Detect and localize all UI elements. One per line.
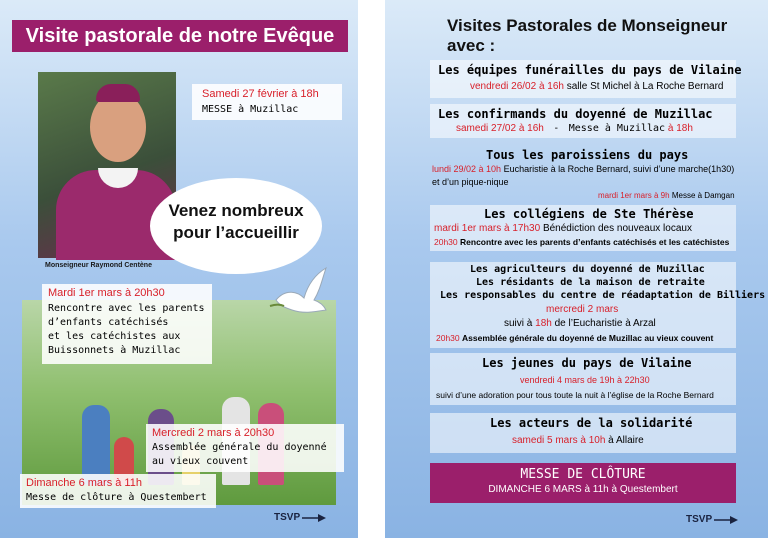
event-wednesday-date: Mercredi 2 mars à 20h30 xyxy=(152,427,275,439)
photo-caption: Monseigneur Raymond Centène xyxy=(45,262,152,269)
visit-youth: Les jeunes du pays de Vilaine vendredi 4 mars de 19h à 22h30 suivi d’une adoration pour tous toute la nuit à l’église de la Roche Bernard xyxy=(430,353,736,405)
arrow-right-icon xyxy=(302,514,326,522)
event-saturday-date: Samedi 27 février à 18h xyxy=(202,88,319,100)
closing-title: MESSE DE CLÔTURE xyxy=(520,467,646,482)
cloud-text: Venez nombreux pour l’accueillir xyxy=(168,201,304,242)
visit-confirmands: Les confirmands du doyenné de Muzillac samedi 27/02 à 16h - Messe à Muzillac à 18h xyxy=(430,104,736,138)
event-saturday-text: MESSE à Muzillac xyxy=(202,104,299,115)
arrow-right-icon-right xyxy=(714,516,738,524)
closing-mass-banner: MESSE DE CLÔTURE DIMANCHE 6 MARS à 11h à Questembert xyxy=(430,463,736,503)
visit-solidarity: Les acteurs de la solidarité samedi 5 mars à 10h à Allaire xyxy=(430,413,736,453)
event-sunday: Dimanche 6 mars à 11h Messe de clôture à Questembert xyxy=(20,474,216,508)
event-sunday-date: Dimanche 6 mars à 11h xyxy=(26,477,142,489)
visit-farmers-residents: Les agriculteurs du doyenné de Muzillac Les résidants de la maison de retraite Les responsables du centre de réadaptation de Billiers mercredi 2 mars suivi à 18h de l’Eucharistie à Arzal 20h30 Assemblée générale du doyenné de Muzillac au vieux couvent xyxy=(430,262,736,348)
tsvp-label: TSVP xyxy=(274,512,301,523)
event-tuesday: Mardi 1er mars à 20h30 Rencontre avec les parents d’enfants catéchisés et les catéchistes aux Buissonnets à Muzillac xyxy=(42,284,212,364)
left-flyer-page xyxy=(0,0,358,538)
left-title: Visite pastorale de notre Evêque xyxy=(12,20,348,52)
visit-funeral-teams: Les équipes funérailles du pays de Vilaine vendredi 26/02 à 16h salle St Michel à La Roche Bernard xyxy=(430,60,736,98)
visit-college-students: Les collégiens de Ste Thérèse mardi 1er mars à 17h30 Bénédiction des nouveaux locaux 20h30 Rencontre avec les parents d’enfants catéchisés et les catéchistes xyxy=(430,205,736,251)
event-saturday xyxy=(192,84,342,120)
right-title: Visites Pastorales de Monseigneur avec : xyxy=(447,16,728,55)
event-tuesday-date: Mardi 1er mars à 20h30 xyxy=(48,287,165,299)
tsvp-label-right: TSVP xyxy=(686,514,713,525)
event-wednesday: Mercredi 2 mars à 20h30 Assemblée générale du doyenné au vieux couvent xyxy=(146,424,344,472)
right-flyer-page xyxy=(385,0,768,538)
dove-icon xyxy=(268,266,330,324)
visit-parishioners: Tous les paroissiens du pays lundi 29/02 à 10h Eucharistie à la Roche Bernard, suivi d’une marche(1h30) et d’un pique-nique mardi 1er mars à 9h Messe à Damgan xyxy=(432,148,735,200)
